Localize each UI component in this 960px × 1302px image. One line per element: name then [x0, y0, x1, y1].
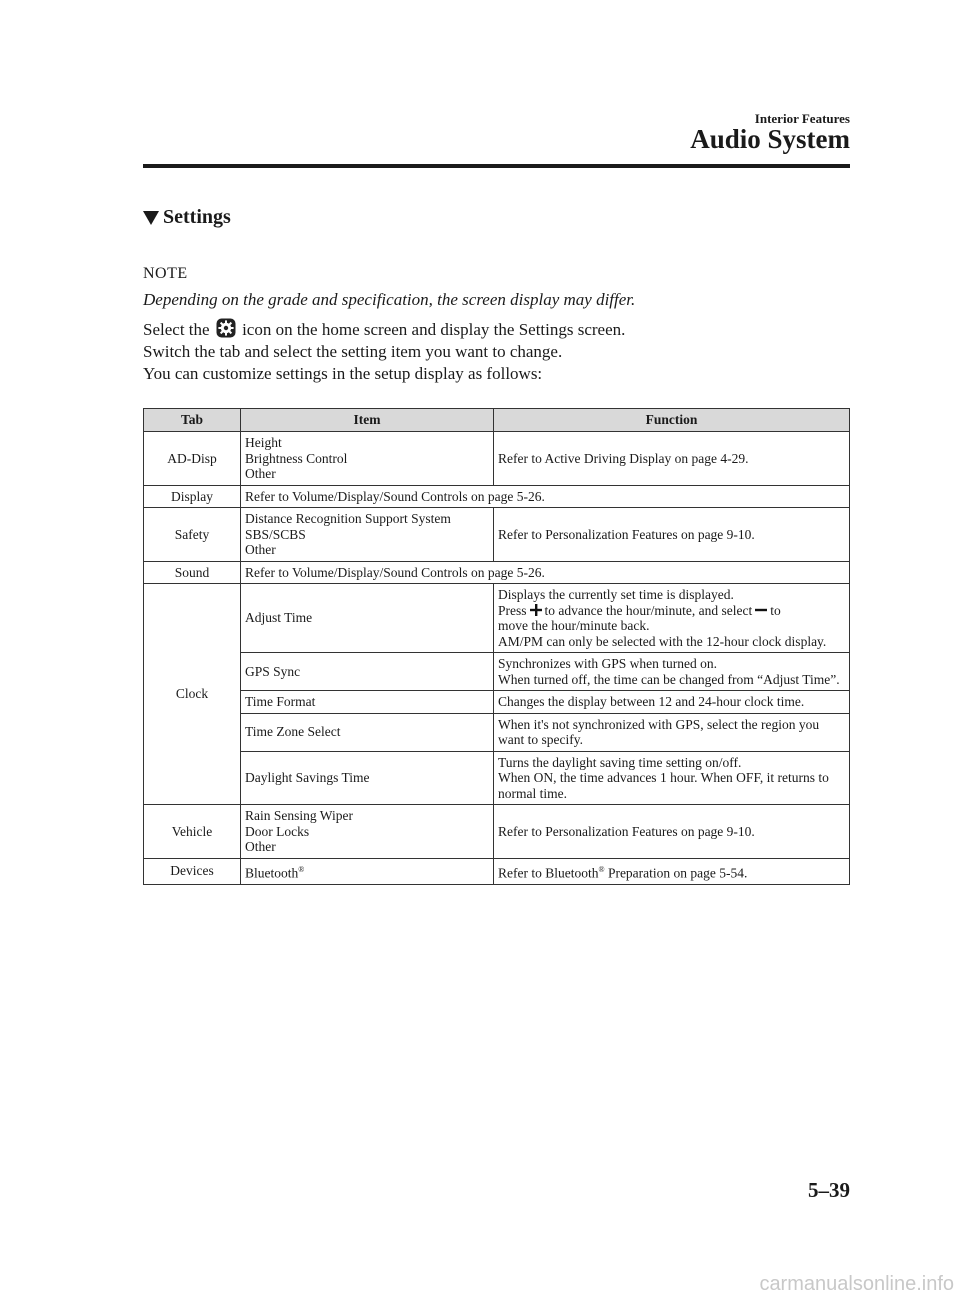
function-line — [498, 603, 845, 619]
note-text: Depending on the grade and specification, the screen display may differ. — [143, 290, 636, 309]
settings-heading — [143, 206, 231, 229]
tab-cell: Sound — [144, 561, 241, 584]
header-tab: Tab — [144, 409, 241, 432]
tab-cell: Clock — [144, 584, 241, 805]
item-cell — [241, 858, 494, 884]
item-line: Other — [245, 466, 276, 481]
watermark[interactable]: carmanualsonline.info — [759, 1273, 954, 1295]
table-row-safety — [144, 508, 850, 562]
bluetooth-text: Bluetooth — [245, 865, 299, 880]
intro-line-2: Switch the tab and select the setting item you want to change. — [143, 342, 563, 361]
function-line: When ON, the time advances 1 hour. When OFF, it returns to normal time. — [498, 770, 829, 801]
function-text-a: Refer to Bluetooth — [498, 865, 599, 880]
item-line: Rain Sensing Wiper — [245, 808, 353, 823]
function-line: Displays the currently set time is displayed. — [498, 587, 734, 602]
function-cell — [494, 751, 850, 805]
table-row-clock-dst — [144, 751, 850, 805]
intro-line-1 — [143, 318, 625, 341]
table-row-clock-adjust — [144, 584, 850, 653]
item-line: Other — [245, 839, 276, 854]
item-cell — [241, 805, 494, 859]
table-row-ad-disp — [144, 432, 850, 486]
table-row-clock-zone — [144, 713, 850, 751]
item-line: Distance Recognition Support System — [245, 511, 451, 526]
section-name: Interior Features — [754, 111, 850, 126]
triangle-down-icon — [143, 211, 159, 225]
table-row-clock-gps — [144, 653, 850, 691]
page-title: Audio System — [690, 124, 850, 154]
table-row-devices — [144, 858, 850, 884]
tab-cell: Safety — [144, 508, 241, 562]
function-text-b: Preparation on page 5-54. — [604, 865, 748, 880]
plus-icon — [530, 604, 542, 616]
registered-mark: ® — [598, 864, 605, 874]
settings-heading-text: Settings — [163, 206, 231, 228]
merged-cell: Refer to Volume/Display/Sound Controls on page 5-26. — [241, 485, 850, 508]
function-cell — [494, 584, 850, 653]
function-line: When turned off, the time can be changed from “Adjust Time”. — [498, 671, 840, 687]
to-text: to — [770, 602, 781, 618]
function-cell: Refer to Active Driving Display on page 4-29. — [494, 432, 850, 486]
function-line: Synchronizes with GPS when turned on. — [498, 656, 717, 671]
function-cell: Refer to Personalization Features on page 9-10. — [494, 508, 850, 562]
item-line: Height — [245, 435, 282, 450]
intro-text — [143, 318, 625, 385]
item-line: SBS/SCBS — [245, 526, 306, 542]
function-cell — [494, 858, 850, 884]
function-cell: Changes the display between 12 and 24-hour clock time. — [494, 691, 850, 714]
header-item: Item — [241, 409, 494, 432]
advance-text: to advance the hour/minute, and select — [544, 602, 753, 618]
item-cell — [241, 432, 494, 486]
header-divider — [143, 164, 850, 168]
header-function: Function — [494, 409, 850, 432]
item-line: Door Locks — [245, 823, 310, 839]
table-header-row — [144, 409, 850, 432]
note-label: NOTE — [143, 265, 188, 282]
function-cell: When it's not synchronized with GPS, select the region you want to specify. — [494, 713, 850, 751]
item-cell: Time Format — [241, 691, 494, 714]
minus-icon — [755, 604, 767, 616]
function-cell: Refer to Personalization Features on page 9-10. — [494, 805, 850, 859]
item-line: Brightness Control — [245, 450, 348, 466]
table-row-display — [144, 485, 850, 508]
tab-cell: Vehicle — [144, 805, 241, 859]
table-row-clock-format — [144, 691, 850, 714]
tab-cell: Devices — [144, 858, 241, 884]
function-cell — [494, 653, 850, 691]
registered-mark: ® — [298, 864, 305, 874]
press-text: Press — [498, 602, 527, 618]
intro-line-3: You can customize settings in the setup display as follows: — [143, 364, 543, 383]
function-line: AM/PM can only be selected with the 12-hour clock display. — [498, 633, 827, 649]
table-row-sound — [144, 561, 850, 584]
intro-line-1-end: icon on the home screen and display the Settings screen. — [242, 320, 626, 339]
item-line: Other — [245, 542, 276, 557]
item-cell: Daylight Savings Time — [241, 751, 494, 805]
item-cell: Time Zone Select — [241, 713, 494, 751]
function-line: Turns the daylight saving time setting on/off. — [498, 754, 742, 770]
item-cell: Adjust Time — [241, 584, 494, 653]
merged-cell: Refer to Volume/Display/Sound Controls on page 5-26. — [241, 561, 850, 584]
function-line: move the hour/minute back. — [498, 618, 650, 633]
tab-cell: AD-Disp — [144, 432, 241, 486]
table-row-vehicle — [144, 805, 850, 859]
item-cell — [241, 508, 494, 562]
gear-icon — [216, 318, 236, 338]
intro-line-1-start: Select the — [143, 320, 210, 339]
page-number: 5–39 — [808, 1178, 850, 1202]
tab-cell: Display — [144, 485, 241, 508]
settings-table — [143, 408, 850, 885]
item-cell: GPS Sync — [241, 653, 494, 691]
